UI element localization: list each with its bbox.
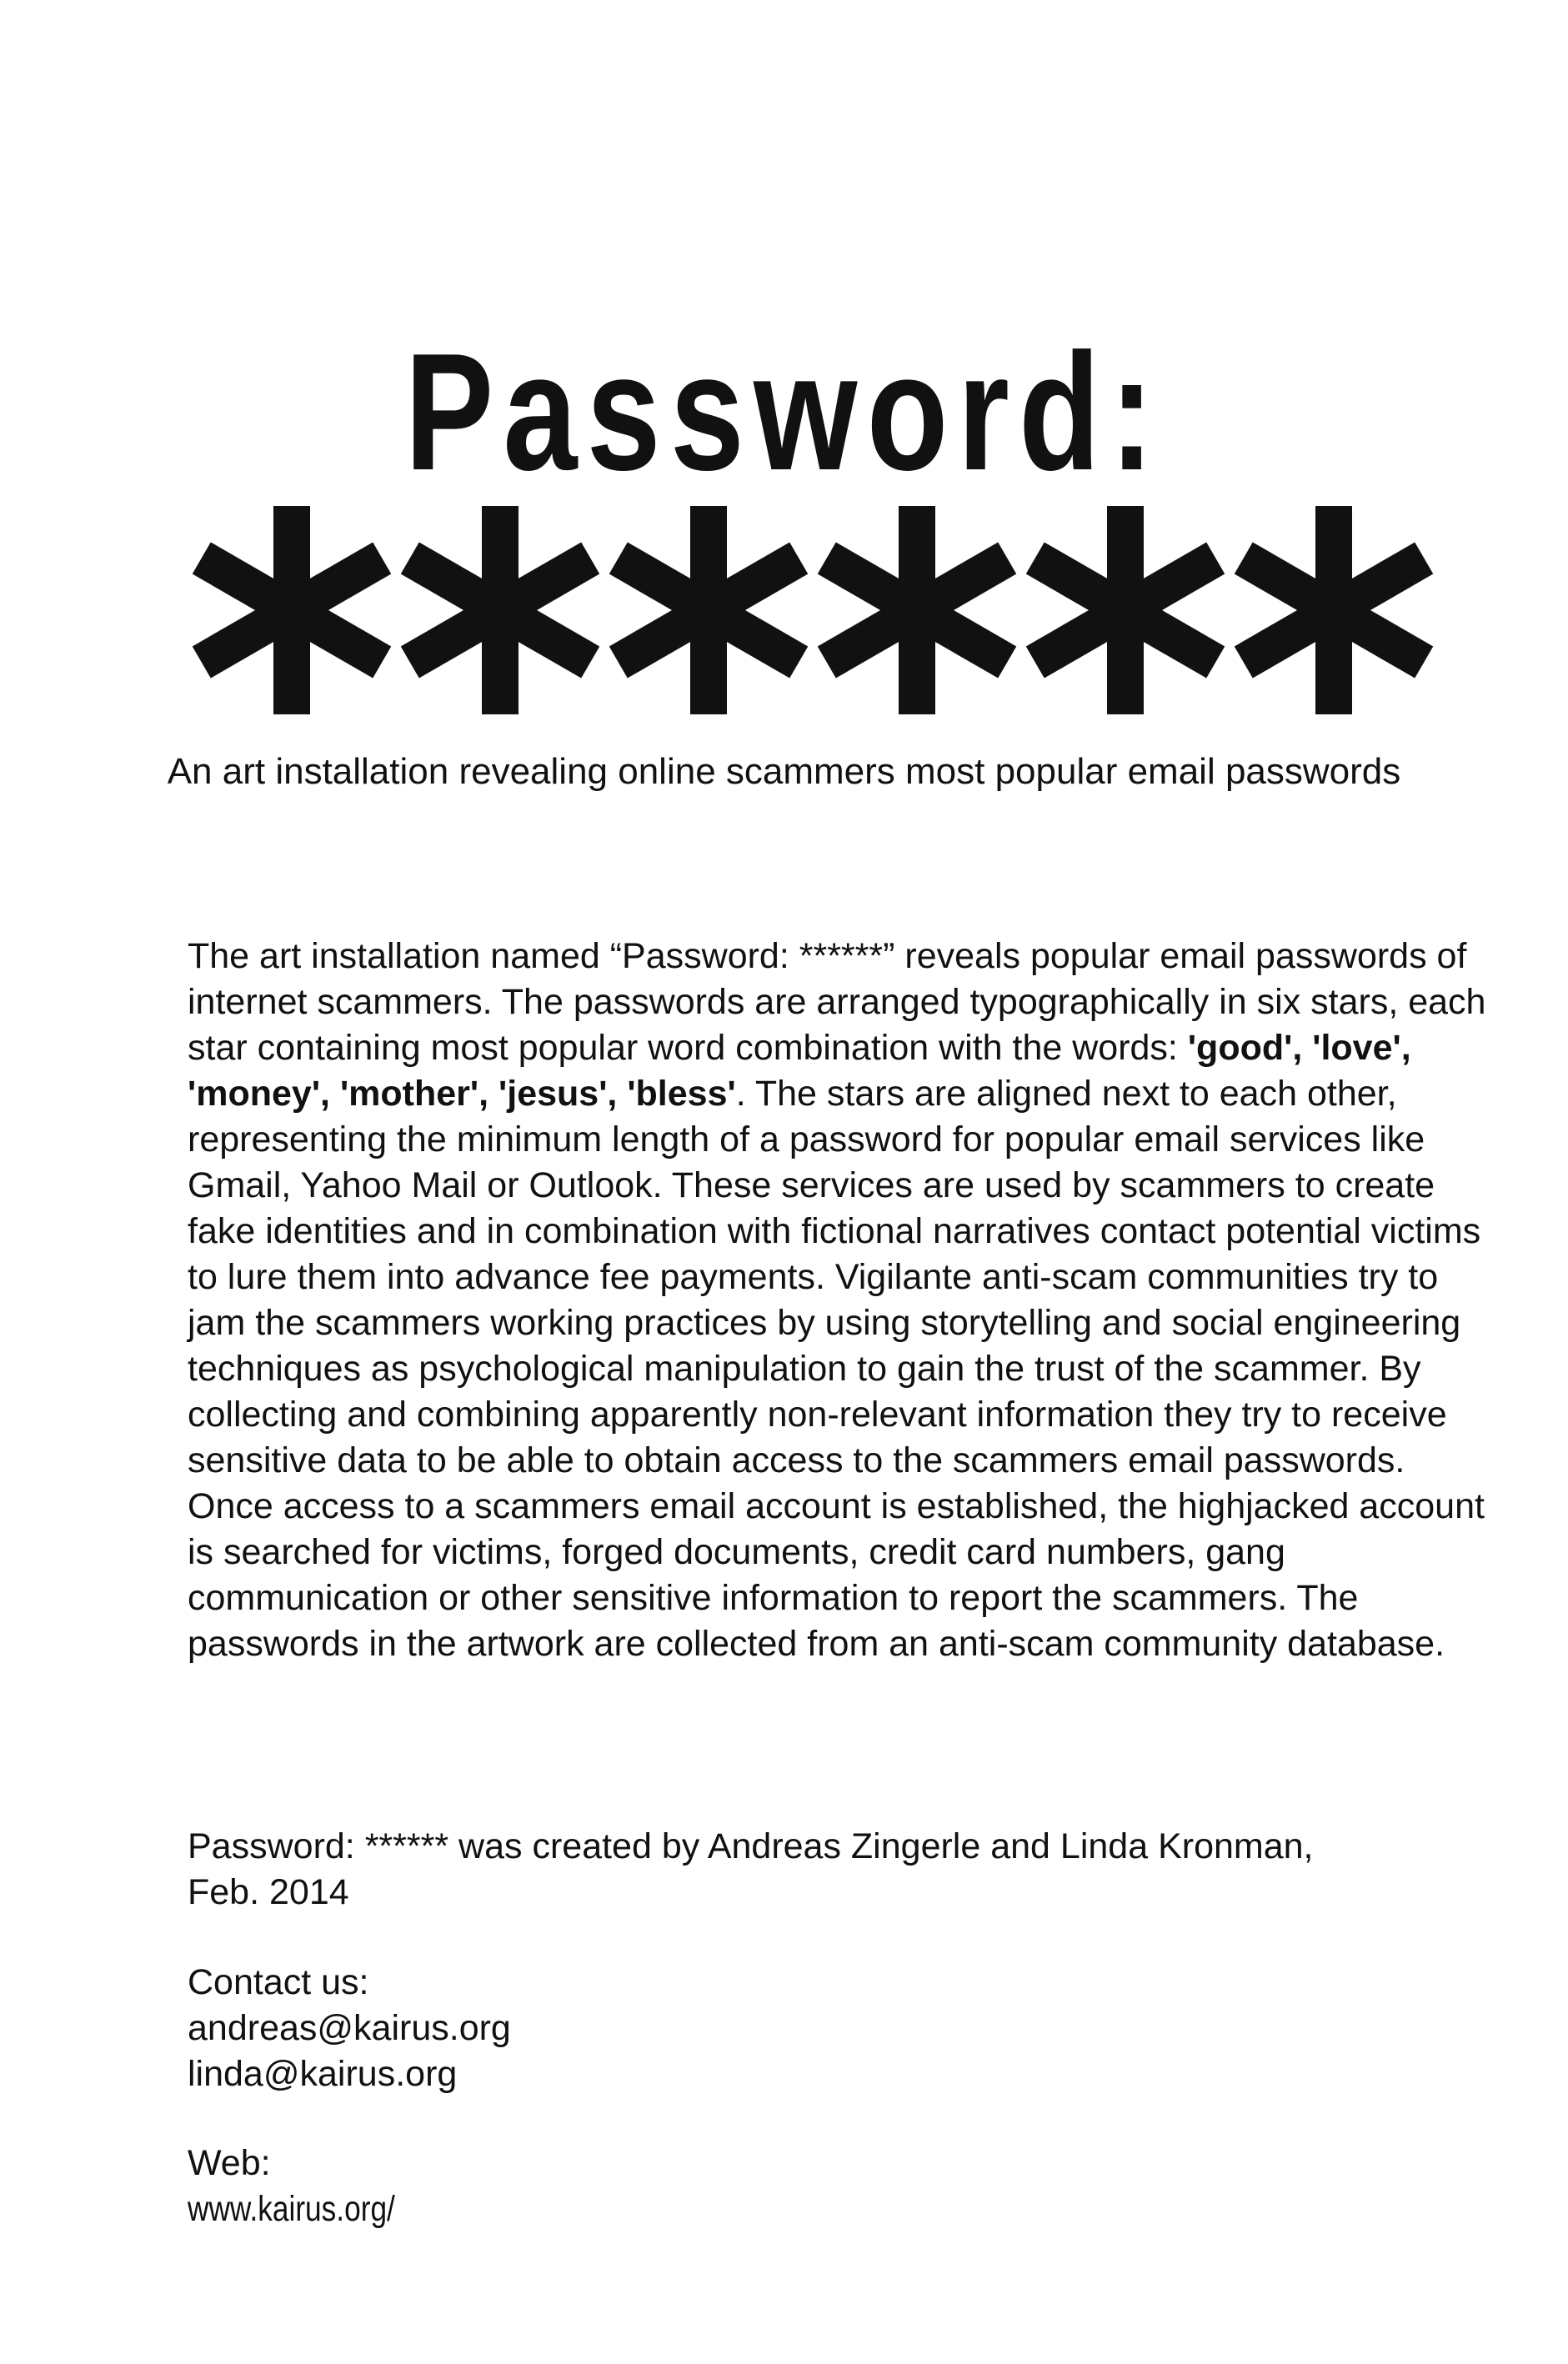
web-label: Web: <box>188 2143 271 2183</box>
web-url-link[interactable]: www.kairus.org/ <box>188 2189 395 2229</box>
web-block <box>188 2141 1488 2232</box>
asterisk-star-icon <box>188 500 396 717</box>
asterisk-star-icon <box>396 500 604 717</box>
contact-block <box>188 1960 1488 2097</box>
description-text-part1: The art installation named “Password: ******” reveals popular email passwords of internet scammers. The passwords are arranged typographically in six stars, each star containing most popular word combination with the words: <box>188 936 1486 1068</box>
description-paragraph <box>188 934 1488 1667</box>
asterisk-star-icon <box>604 500 813 717</box>
subtitle: An art installation revealing online scammers most popular email passwords <box>167 751 1401 792</box>
contact-label: Contact us: <box>188 1962 369 2002</box>
contact-email-andreas[interactable]: andreas@kairus.org <box>188 2008 511 2048</box>
asterisk-star-icon <box>1021 500 1230 717</box>
asterisk-star-icon <box>1230 500 1438 717</box>
description-text-part2: . The stars are aligned next to each other, representing the minimum length of a password for popular email services like Gmail, Yahoo Mail or Outlook. These services are used by scammers to create fake identities and in combination with fictional narratives contact potential victims to lure them into advance fee payments. Vigilante anti-scam communities try to jam the scammers working practices by using storytelling and social engineering techniques as psychological manipulation to gain the trust of the scammer. By collecting and combining apparently non-relevant information they try to receive sensitive data to be able to obtain access to the scammers email passwords. Once access to a scammers email account is established, the highjacked account is searched for victims, forged documents, credit card numbers, gang communication or other sensitive information to report the scammers. The passwords in the artwork are collected from an anti-scam community database. <box>188 1074 1485 1664</box>
password-words: 'good', 'love', 'money', 'mother', 'jesus', 'bless' <box>188 1028 1411 1114</box>
asterisk-star-icon <box>813 500 1021 717</box>
credit-date: Feb. 2014 <box>188 1872 349 1912</box>
page-title: Password: <box>404 319 1164 505</box>
contact-email-linda[interactable]: linda@kairus.org <box>188 2054 458 2094</box>
credit-block <box>188 1824 1488 1916</box>
password-stars <box>188 500 1438 717</box>
credit-line: Password: ****** was created by Andreas Zingerle and Linda Kronman, <box>188 1826 1314 1866</box>
